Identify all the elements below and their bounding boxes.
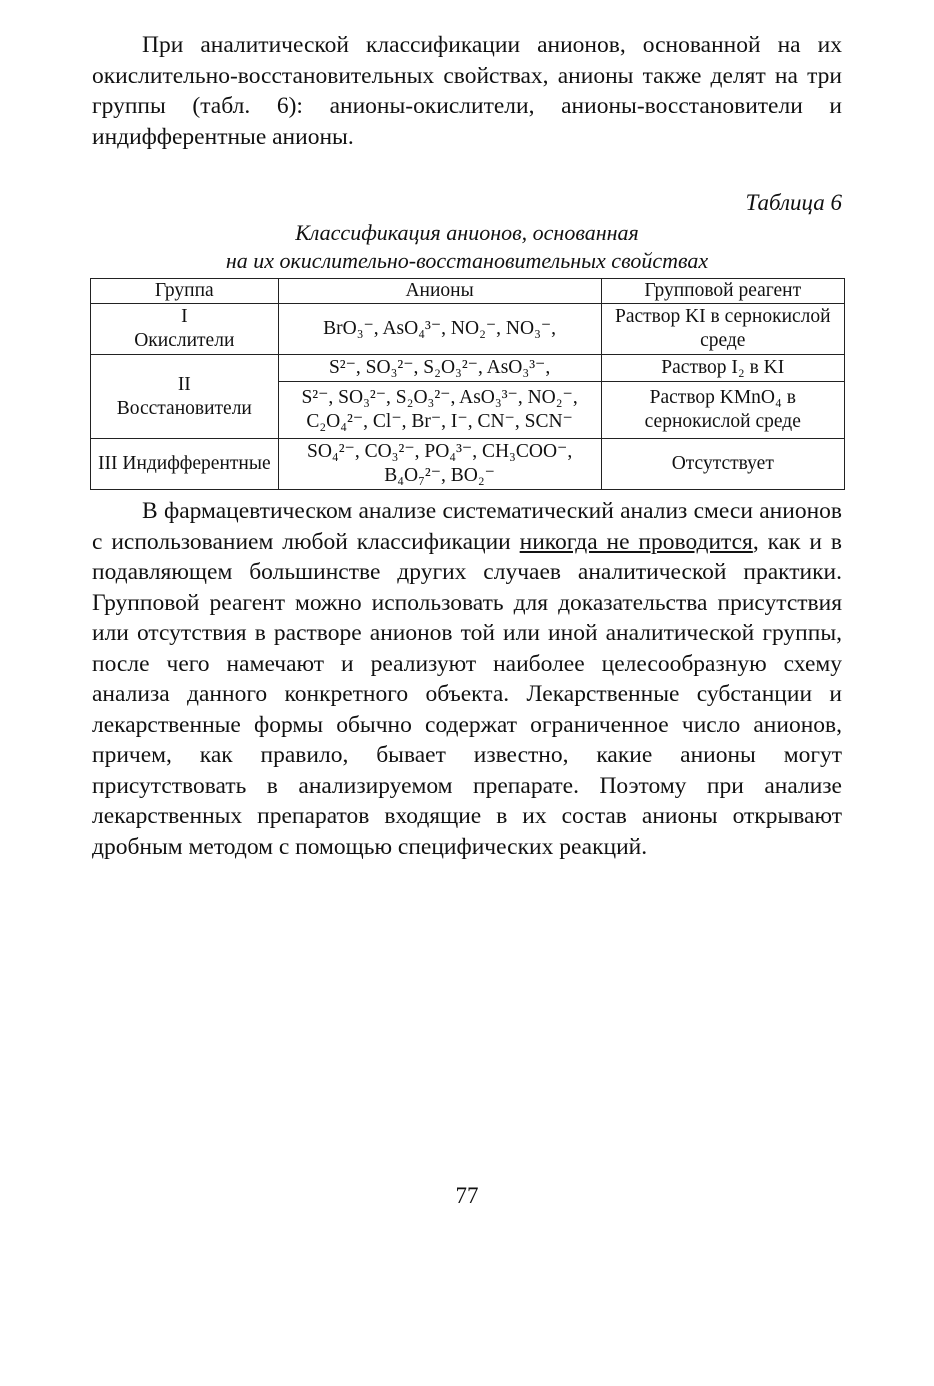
reagent-cell: Раствор I₂ в KI — [601, 355, 844, 382]
body-paragraph — [92, 496, 842, 862]
table-number: Таблица 6 — [745, 190, 842, 215]
body-text-part1: В фармацевтическом анализе систематический анализ смеси анионов с использованием любой классификации — [92, 498, 842, 555]
intro-paragraph: При аналитической классификации анионов, основанной на их окислительно-восстановительных свойствах, анионы также делят на три группы (табл. 6): анионы-окислители, анионы-восстановители и индифферентные анионы. — [92, 32, 842, 150]
anions-cell: S²⁻, SO₃²⁻, S₂O₃²⁻, AsO₃³⁻, — [278, 355, 601, 382]
group-cell — [91, 355, 279, 439]
table-caption-line1: Классификация анионов, основанная — [295, 220, 639, 245]
underlined-phrase: никогда не проводится — [519, 528, 753, 555]
reagent-cell: Раствор KMnO₄ в сернокислой среде — [601, 382, 844, 439]
group-cell: III Индифферентные — [91, 439, 279, 490]
group-cell — [91, 304, 279, 355]
reagent-cell: Раствор KI в сернокислой среде — [601, 304, 844, 355]
table-row — [91, 304, 845, 355]
table-caption-line2: на их окислительно-восстановительных свойствах — [225, 248, 709, 273]
page-content — [92, 30, 842, 862]
table-row — [91, 355, 845, 382]
table-header-row — [91, 279, 845, 304]
header-group: Группа — [91, 279, 279, 304]
header-reagent: Групповой реагент — [601, 279, 844, 304]
anions-cell: SO₄²⁻, CO₃²⁻, PO₄³⁻, CH₃COO⁻, B₄O₇²⁻, BO₂⁻ — [278, 439, 601, 490]
header-anions: Анионы — [278, 279, 601, 304]
anions-cell: S²⁻, SO₃²⁻, S₂O₃²⁻, AsO₃³⁻, NO₂⁻, C₂O₄²⁻, Cl⁻, Br⁻, I⁻, CN⁻, SCN⁻ — [278, 382, 601, 439]
group-name: Окислители — [134, 330, 235, 351]
reagent-cell: Отсутствует — [601, 439, 844, 490]
page-number: 77 — [455, 1183, 479, 1208]
anions-cell: BrO₃⁻, AsO₄³⁻, NO₂⁻, NO₃⁻, — [278, 304, 601, 355]
body-text-part2: , как и в подавляющем большинстве других случаев аналитической практики. Групповой реагент можно использовать для доказательства присутствия или отсутствия в растворе анионов той или иной аналитической группы, после чего намечают и реализуют наиболее целесообразную схему анализа данного конкретного объекта. Лекарственные субстанции и лекарственные формы обычно содержат ограниченное число анионов, причем, как правило, бывает известно, какие анионы могут присутствовать в анализируемом препарате. Поэтому при анализе лекарственных препаратов входящие в их состав анионы открывают дробным методом с помощью специфических реакций. — [92, 528, 842, 860]
group-number: II — [177, 373, 191, 395]
group-number: I — [181, 306, 188, 327]
group-name: Восстановители — [116, 397, 252, 419]
anion-classification-table — [90, 278, 845, 490]
table-row — [91, 439, 845, 490]
